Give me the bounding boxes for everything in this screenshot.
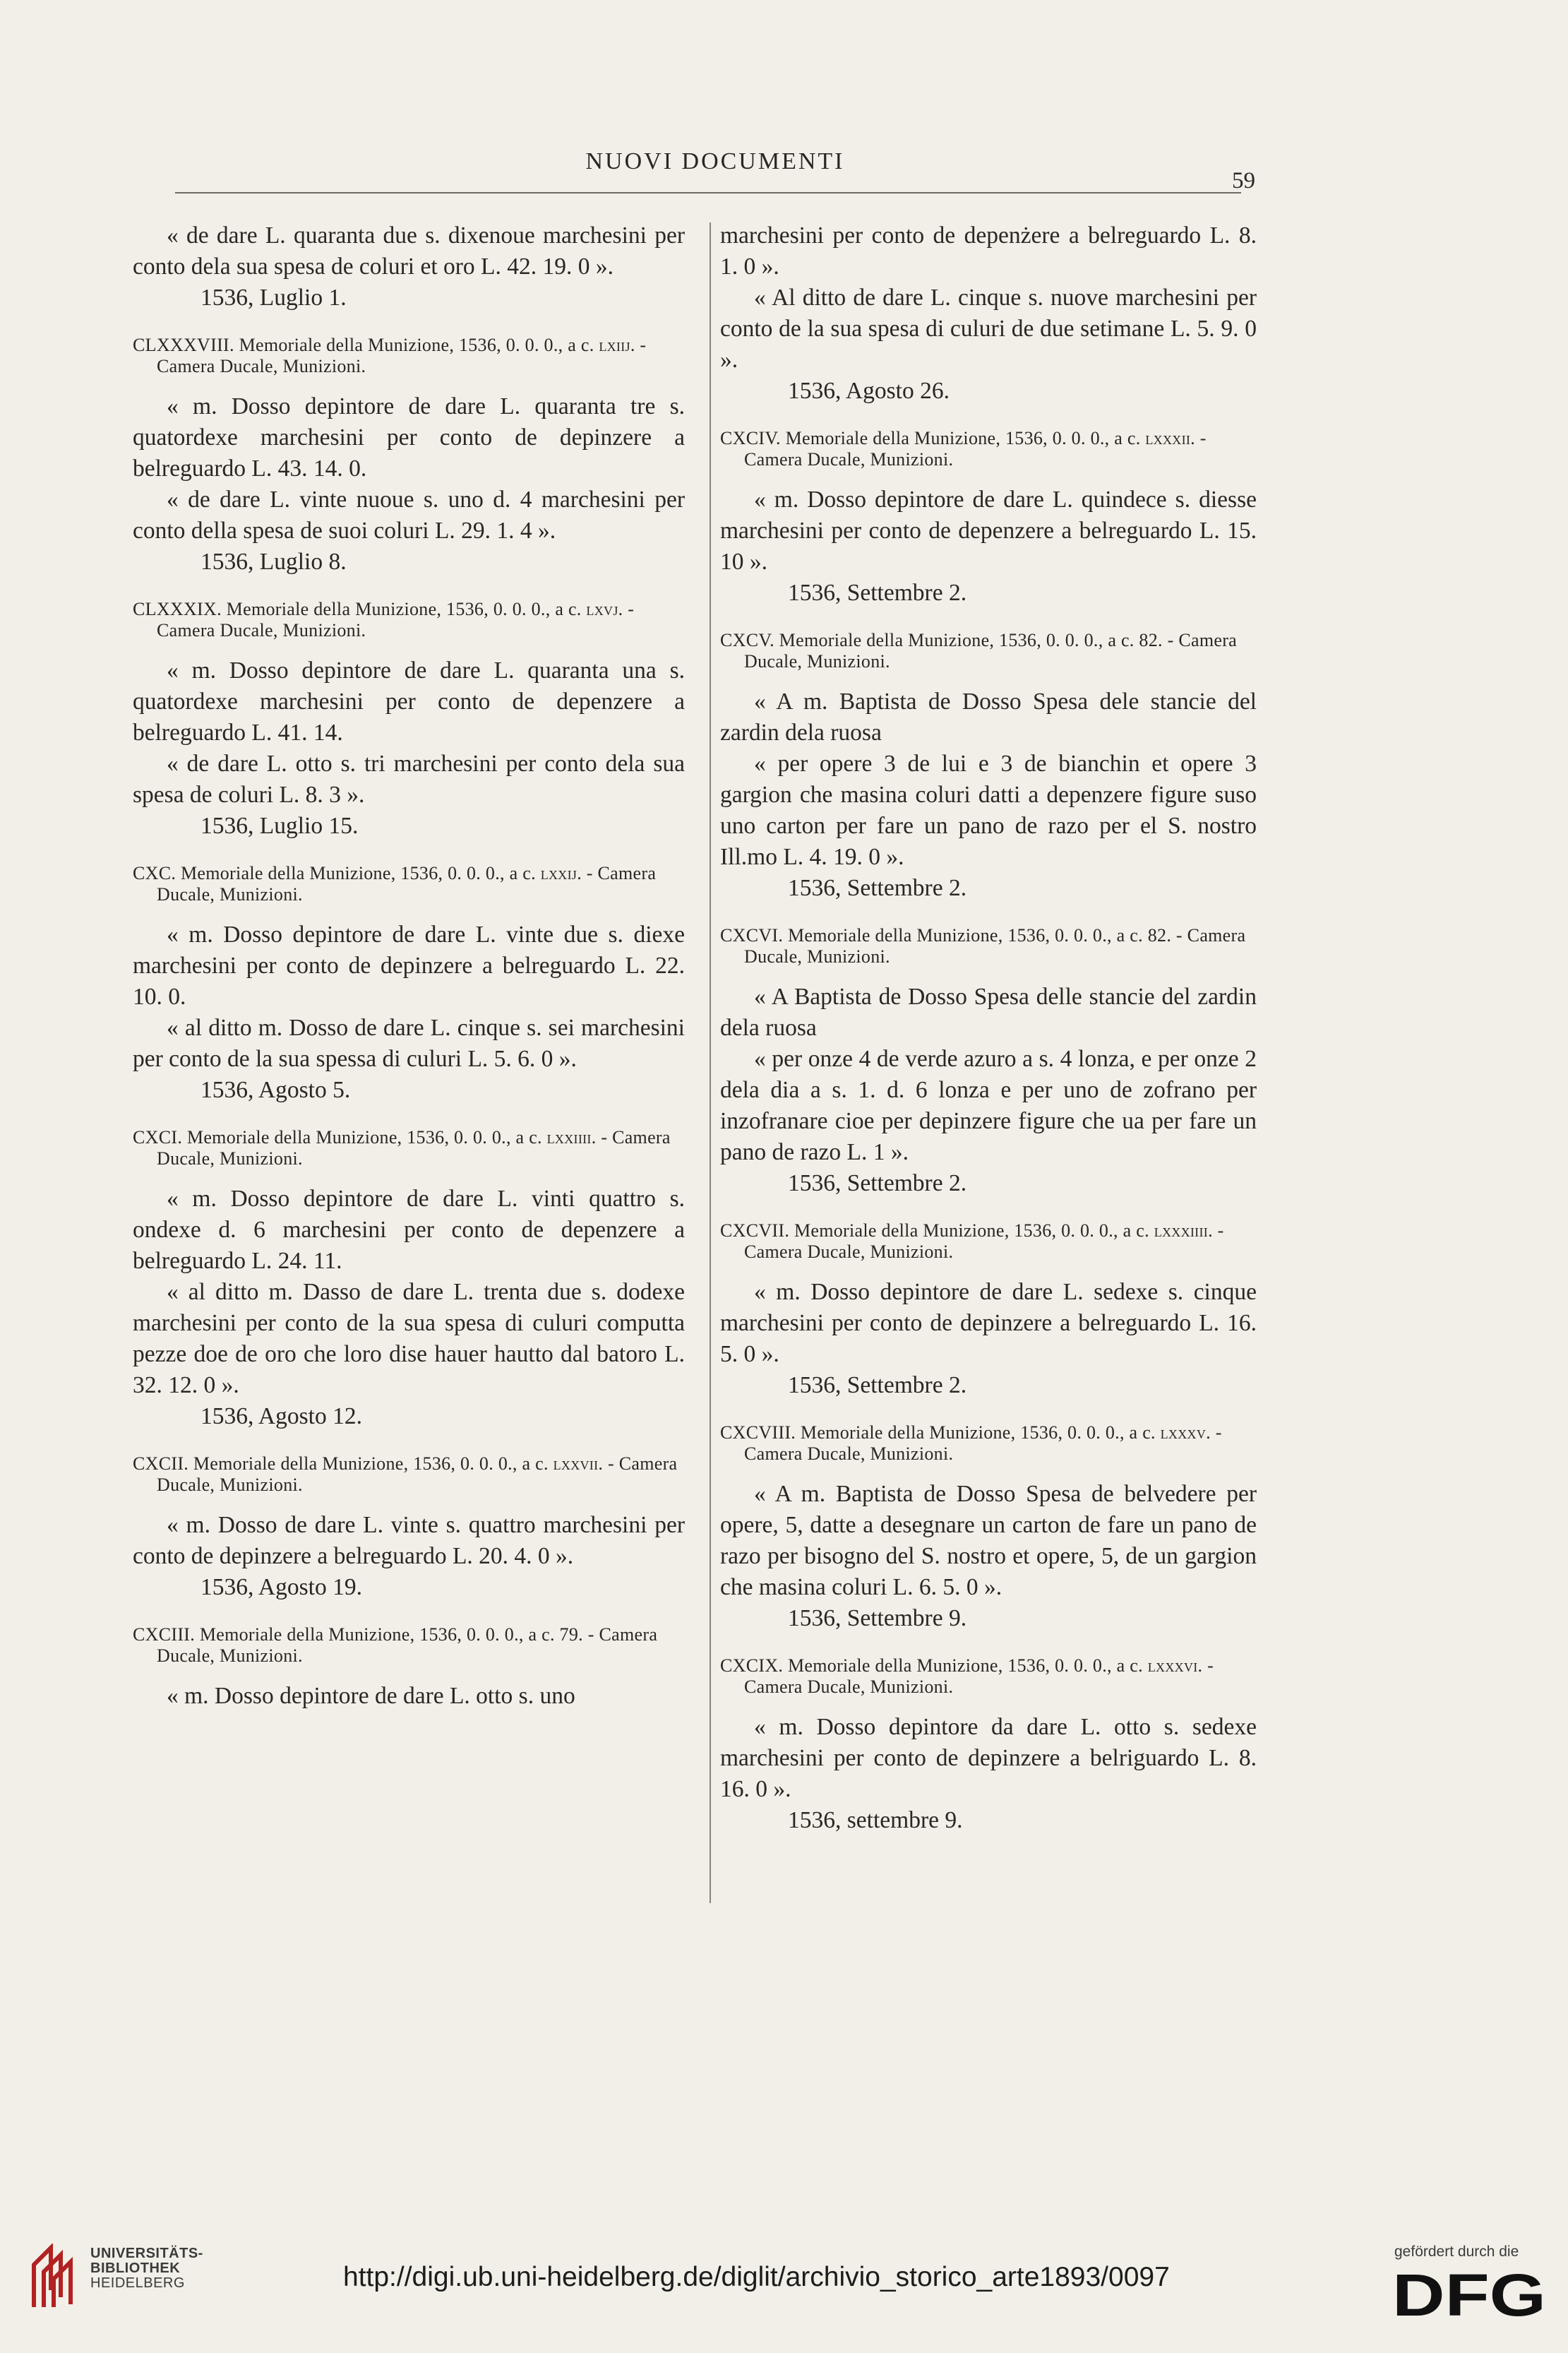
sponsor-text: gefördert durch die	[1394, 2244, 1519, 2260]
entry-date: 1536, Agosto 19.	[201, 1574, 362, 1600]
entry-date: 1536, Settembre 2.	[788, 580, 967, 606]
entry-date: 1536, Agosto 12.	[201, 1403, 362, 1429]
entry-paragraph: « al ditto m. Dosso de dare L. cinque s. sei marchesini per conto de la sua spessa di culuri L. 5. 6. 0 ».	[133, 1015, 685, 1072]
entry-paragraph: « m. Dosso depintore de dare L. otto s. uno	[167, 1683, 575, 1709]
entry-date: 1536, Luglio 8.	[201, 549, 347, 575]
entry-paragraph: « m. Dosso depintore de dare L. quaranta tre s. quatordexe marchesini per conto de depinzere a belreguardo L. 43. 14. 0.	[133, 393, 685, 482]
svg-text:DFG: DFG	[1392, 2270, 1546, 2320]
entry-date: 1536, Settembre 2.	[788, 875, 967, 901]
entry-date: 1536, Luglio 15.	[201, 813, 359, 839]
entry-paragraph: « per opere 3 de lui e 3 de bianchin et opere 3 gargion che masina coluri datti a depenzere figure suso uno carton per fare un pano de razo per el S. nostro Ill.mo L. 4. 19. 0 ».	[720, 751, 1257, 870]
document-reference: CXC. Memoriale della Munizione, 1536, 0. 0. 0., a c. lxxij. - Camera Ducale, Munizioni.	[133, 863, 657, 905]
entry-paragraph: « m. Dosso depintore de dare L. sedexe s. cinque marchesini per conto de depinzere a belreguardo L. 16. 5. 0 ».	[720, 1279, 1257, 1367]
entry-paragraph: « m. Dosso depintore de dare L. vinte due s. diexe marchesini per conto de depinzere a belreguardo L. 22. 10. 0.	[133, 922, 685, 1010]
entry-paragraph: « Al ditto de dare L. cinque s. nuove marchesini per conto de la sua spesa di culuri de due setimane L. 5. 9. 0 ».	[720, 285, 1257, 373]
ub-heidelberg-logo-icon	[30, 2244, 80, 2311]
entry-paragraph: « per onze 4 de verde azuro a s. 4 lonza, e per onze 2 dela dia a s. 1. d. 6 lonza e per uno de zofrano per inzofranare cioe per depinzere figure che ua per fare un pano de razo L. 1 ».	[720, 1046, 1257, 1165]
entry-date: 1536, Settembre 9.	[788, 1605, 967, 1631]
header-rule	[175, 192, 1241, 193]
entry-paragraph: « de dare L. vinte nuoue s. uno d. 4 marchesini per conto della spesa de suoi coluri L. 29. 1. 4 ».	[133, 487, 685, 544]
entry-paragraph: marchesini per conto de depenżere a belreguardo L. 8. 1. 0 ».	[720, 222, 1257, 280]
entry-paragraph: « A Baptista de Dosso Spesa delle stancie del zardin dela ruosa	[720, 984, 1257, 1041]
entry-paragraph: « A m. Baptista de Dosso Spesa de belvedere per opere, 5, datte a desegnare un carton de fare un pano de razo per bisogno del S. nostro et opere, 5, de un gargion che masina coluri L. 6. 5. 0 ».	[720, 1481, 1257, 1600]
entry-date: 1536, Luglio 1.	[201, 285, 347, 311]
page-number: 59	[1232, 168, 1255, 193]
left-column	[133, 220, 685, 1712]
column-divider	[710, 222, 711, 1903]
running-title: NUOVI DOCUMENTI	[585, 148, 845, 174]
entry-paragraph: « m. Dosso depintore de dare L. quaranta una s. quatordexe marchesini per conto de depenzere a belreguardo L. 41. 14.	[133, 657, 685, 746]
entry-date: 1536, Agosto 5.	[201, 1077, 351, 1103]
entry-date: 1536, settembre 9.	[788, 1807, 963, 1833]
document-reference: CXCIX. Memoriale della Munizione, 1536, 0. 0. 0., a c. lxxxvi. - Camera Ducale, Munizioni.	[720, 1655, 1214, 1697]
entry-paragraph: « m. Dosso depintore de dare L. vinti quattro s. ondexe d. 6 marchesini per conto de depenzere a belreguardo L. 24. 11.	[133, 1186, 685, 1274]
entry-paragraph: « A m. Baptista de Dosso Spesa dele stancie del zardin dela ruosa	[720, 689, 1257, 746]
entry-paragraph: « m. Dosso depintore de dare L. quindece s. diesse marchesini per conto de depenzere a belreguardo L. 15. 10 ».	[720, 487, 1257, 575]
page-header	[175, 148, 1255, 191]
document-reference: CXCIII. Memoriale della Munizione, 1536, 0. 0. 0., a c. 79. - Camera Ducale, Munizioni.	[133, 1624, 658, 1666]
entry-paragraph: « al ditto m. Dasso de dare L. trenta due s. dodexe marchesini per conto de la sua spesa di culuri computta pezze doe de oro che loro dise hauer hautto dal batoro L. 32. 12. 0 ».	[133, 1279, 685, 1398]
document-reference: CXCII. Memoriale della Munizione, 1536, 0. 0. 0., a c. lxxvii. - Camera Ducale, Munizioni.	[133, 1453, 678, 1495]
right-column	[720, 220, 1257, 1836]
entry-paragraph: « de dare L. quaranta due s. dixenoue marchesini per conto dela sua spesa de coluri et oro L. 42. 19. 0 ».	[133, 222, 685, 280]
footer-bar	[0, 2228, 1568, 2353]
document-reference: CXCVII. Memoriale della Munizione, 1536, 0. 0. 0., a c. lxxxiiii. - Camera Ducale, Munizioni.	[720, 1220, 1224, 1262]
document-reference: CXCVI. Memoriale della Munizione, 1536, 0. 0. 0., a c. 82. - Camera Ducale, Munizioni.	[720, 925, 1246, 967]
document-reference: CXCV. Memoriale della Munizione, 1536, 0. 0. 0., a c. 82. - Camera Ducale, Munizioni.	[720, 630, 1238, 672]
entry-date: 1536, Agosto 26.	[788, 378, 950, 404]
source-url-link[interactable]: http://digi.ub.uni-heidelberg.de/diglit/archivio_storico_arte1893/0097	[343, 2262, 1170, 2292]
entry-date: 1536, Settembre 2.	[788, 1170, 967, 1196]
document-reference: CXCIV. Memoriale della Munizione, 1536, 0. 0. 0., a c. lxxxii. - Camera Ducale, Munizioni.	[720, 428, 1207, 470]
document-reference: CLXXXIX. Memoriale della Munizione, 1536, 0. 0. 0., a c. lxvj. - Camera Ducale, Munizioni.	[133, 599, 635, 641]
entry-paragraph: « m. Dosso de dare L. vinte s. quattro marchesini per conto de depinzere a belreguardo L. 20. 4. 0 ».	[133, 1512, 685, 1569]
dfg-logo	[1392, 2270, 1546, 2320]
document-reference: CXCI. Memoriale della Munizione, 1536, 0. 0. 0., a c. lxxiiii. - Camera Ducale, Munizioni.	[133, 1127, 671, 1169]
document-reference: CLXXXVIII. Memoriale della Munizione, 1536, 0. 0. 0., a c. lxiij. - Camera Ducale, Munizioni.	[133, 335, 647, 376]
document-reference: CXCVIII. Memoriale della Munizione, 1536, 0. 0. 0., a c. lxxxv. - Camera Ducale, Munizioni.	[720, 1422, 1222, 1464]
entry-paragraph: « de dare L. otto s. tri marchesini per conto dela sua spesa de coluri L. 8. 3 ».	[133, 751, 685, 808]
entry-date: 1536, Settembre 2.	[788, 1372, 967, 1398]
entry-paragraph: « m. Dosso depintore da dare L. otto s. sedexe marchesini per conto de depinzere a belriguardo L. 8. 16. 0 ».	[720, 1714, 1257, 1802]
library-name: UNIVERSITÄTS- BIBLIOTHEK HEIDELBERG	[90, 2246, 203, 2291]
